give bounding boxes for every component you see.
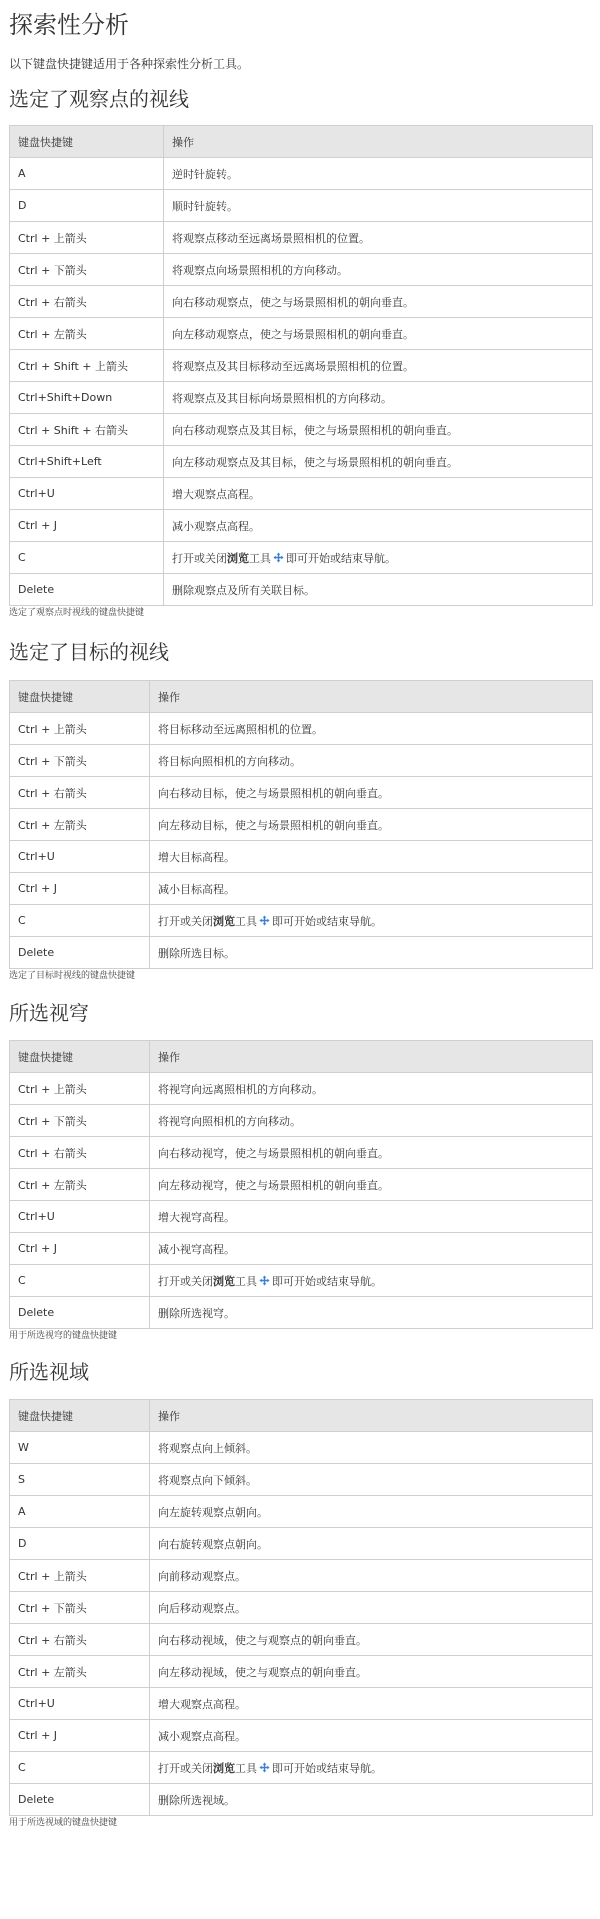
shortcut-action: 逆时针旋转。 [164,158,593,190]
shortcut-action: 减小目标高程。 [150,873,593,905]
table-row [10,574,593,606]
shortcut-key: Delete [10,937,150,969]
table-caption: 选定了目标时视线的键盘快捷键 [9,971,136,981]
shortcut-key: Ctrl+Shift+Down [10,382,164,414]
action-text: 打开或关闭 [158,914,213,928]
header-shortcut: 键盘快捷键 [10,1400,150,1432]
section-title-observer: 选定了观察点的视线 [9,87,189,111]
table-row [10,1297,593,1329]
shortcut-key: Ctrl + 下箭头 [10,254,164,286]
table-header-row [10,1400,593,1432]
shortcut-key: Ctrl + 左箭头 [10,318,164,350]
shortcut-action: 将观察点向场景照相机的方向移动。 [164,254,593,286]
table-caption: 用于所选视域的键盘快捷键 [9,1818,118,1828]
shortcut-action: 增大观察点高程。 [150,1688,593,1720]
table-row [10,1105,593,1137]
shortcut-action: 向左移动观察点及其目标，使之与场景照相机的朝向垂直。 [164,446,593,478]
table-row [10,1784,593,1816]
shortcut-key: Ctrl + 左箭头 [10,1169,150,1201]
table-header-row [10,681,593,713]
shortcut-action: 向左旋转观察点朝向。 [150,1496,593,1528]
table-row [10,1656,593,1688]
action-text: 工具 [235,1761,257,1775]
table-row [10,1496,593,1528]
table-row [10,905,593,937]
shortcut-action: 增大观察点高程。 [164,478,593,510]
explore-tool-name: 浏览 [227,551,249,565]
action-text: 打开或关闭 [158,1761,213,1775]
shortcut-key: W [10,1432,150,1464]
shortcut-action: 向左移动观察点，使之与场景照相机的朝向垂直。 [164,318,593,350]
shortcut-key: Ctrl + Shift + 右箭头 [10,414,164,446]
action-text: 即可开始或结束导航。 [272,914,382,928]
shortcut-key: A [10,158,164,190]
table-row [10,158,593,190]
action-text: 打开或关闭 [172,551,227,565]
shortcut-key: Ctrl + 下箭头 [10,1592,150,1624]
action-text: 工具 [235,1274,257,1288]
shortcut-action: 删除所选视域。 [150,1784,593,1816]
shortcut-table-observer [9,125,593,606]
shortcut-action: 向右移动视域，使之与观察点的朝向垂直。 [150,1624,593,1656]
action-text: 即可开始或结束导航。 [272,1274,382,1288]
header-shortcut: 键盘快捷键 [10,681,150,713]
shortcut-key: Ctrl + 右箭头 [10,1137,150,1169]
shortcut-action: 向右移动视穹，使之与场景照相机的朝向垂直。 [150,1137,593,1169]
shortcut-key: Ctrl + 上箭头 [10,222,164,254]
shortcut-action [150,1265,593,1297]
shortcut-key: Ctrl + 上箭头 [10,713,150,745]
shortcut-action: 将观察点向下倾斜。 [150,1464,593,1496]
shortcut-key: Ctrl + 上箭头 [10,1073,150,1105]
table-row [10,446,593,478]
shortcut-table-target [9,680,593,969]
table-caption: 用于所选视穹的键盘快捷键 [9,1331,118,1341]
action-text: 即可开始或结束导航。 [272,1761,382,1775]
shortcut-action: 向左移动视穹，使之与场景照相机的朝向垂直。 [150,1169,593,1201]
table-row [10,510,593,542]
table-row [10,1169,593,1201]
shortcut-key: Ctrl+U [10,1688,150,1720]
shortcut-action: 向前移动观察点。 [150,1560,593,1592]
shortcut-key: Ctrl + 上箭头 [10,1560,150,1592]
shortcut-key: Ctrl + 下箭头 [10,745,150,777]
shortcut-key: Ctrl + 左箭头 [10,1656,150,1688]
shortcut-key: Ctrl + 右箭头 [10,286,164,318]
table-row [10,1720,593,1752]
page-title: 探索性分析 [9,11,129,39]
shortcut-key: Ctrl + J [10,1720,150,1752]
shortcut-action: 将观察点移动至远离场景照相机的位置。 [164,222,593,254]
table-row [10,478,593,510]
table-caption: 选定了观察点时视线的键盘快捷键 [9,608,145,618]
action-text: 打开或关闭 [158,1274,213,1288]
shortcut-action [150,905,593,937]
shortcut-action: 增大视穹高程。 [150,1201,593,1233]
explore-tool-name: 浏览 [213,914,235,928]
shortcut-key: A [10,1496,150,1528]
header-shortcut: 键盘快捷键 [10,126,164,158]
shortcut-key: D [10,1528,150,1560]
header-action: 操作 [164,126,593,158]
shortcut-action: 向右移动观察点，使之与场景照相机的朝向垂直。 [164,286,593,318]
table-row [10,1137,593,1169]
shortcut-action: 减小视穹高程。 [150,1233,593,1265]
section-title-target: 选定了目标的视线 [9,640,169,664]
explore-navigate-icon [273,552,284,563]
table-row [10,745,593,777]
shortcut-action: 顺时针旋转。 [164,190,593,222]
shortcut-key: Ctrl + 右箭头 [10,1624,150,1656]
table-row [10,1592,593,1624]
table-row [10,1752,593,1784]
shortcut-action: 向右移动观察点及其目标，使之与场景照相机的朝向垂直。 [164,414,593,446]
table-row [10,1688,593,1720]
explore-navigate-icon [259,1762,270,1773]
shortcut-key: C [10,1265,150,1297]
shortcut-table-viewshed [9,1399,593,1816]
shortcut-key: Ctrl + 右箭头 [10,777,150,809]
shortcut-key: Delete [10,1297,150,1329]
table-row [10,350,593,382]
action-text: 工具 [249,551,271,565]
shortcut-key: Ctrl + J [10,873,150,905]
shortcut-action [150,1752,593,1784]
shortcut-key: Ctrl + J [10,1233,150,1265]
table-row [10,1265,593,1297]
shortcut-key: Ctrl + 下箭头 [10,1105,150,1137]
shortcut-key: Ctrl+U [10,1201,150,1233]
shortcut-action: 将观察点及其目标移动至远离场景照相机的位置。 [164,350,593,382]
table-row [10,318,593,350]
shortcut-action: 向右旋转观察点朝向。 [150,1528,593,1560]
shortcut-action: 向左移动视域，使之与观察点的朝向垂直。 [150,1656,593,1688]
shortcut-action: 减小观察点高程。 [150,1720,593,1752]
shortcut-action: 将观察点向上倾斜。 [150,1432,593,1464]
table-row [10,222,593,254]
shortcut-key: C [10,1752,150,1784]
action-text: 工具 [235,914,257,928]
shortcut-action: 将视穹向远离照相机的方向移动。 [150,1073,593,1105]
table-header-row [10,1041,593,1073]
header-action: 操作 [150,1400,593,1432]
explore-navigate-icon [259,915,270,926]
explore-navigate-icon [259,1275,270,1286]
table-row [10,542,593,574]
table-row [10,713,593,745]
table-row [10,937,593,969]
shortcut-key: Ctrl+Shift+Left [10,446,164,478]
shortcut-key: Ctrl + J [10,510,164,542]
table-row [10,809,593,841]
table-row [10,414,593,446]
section-title-dome: 所选视穹 [9,1001,89,1025]
shortcut-action: 向后移动观察点。 [150,1592,593,1624]
shortcut-key: C [10,905,150,937]
shortcut-action [164,542,593,574]
table-row [10,873,593,905]
shortcut-action: 删除所选目标。 [150,937,593,969]
shortcut-key: S [10,1464,150,1496]
shortcut-action: 增大目标高程。 [150,841,593,873]
shortcut-action: 删除所选视穹。 [150,1297,593,1329]
table-row [10,1528,593,1560]
table-row [10,1073,593,1105]
header-action: 操作 [150,681,593,713]
shortcut-table-dome [9,1040,593,1329]
table-row [10,1201,593,1233]
shortcut-key: Delete [10,574,164,606]
shortcut-key: Ctrl + 左箭头 [10,809,150,841]
explore-tool-name: 浏览 [213,1274,235,1288]
shortcut-action: 删除观察点及所有关联目标。 [164,574,593,606]
shortcut-action: 将视穹向照相机的方向移动。 [150,1105,593,1137]
table-row [10,841,593,873]
shortcut-action: 将目标向照相机的方向移动。 [150,745,593,777]
shortcut-action: 将观察点及其目标向场景照相机的方向移动。 [164,382,593,414]
table-row [10,254,593,286]
table-row [10,1560,593,1592]
shortcut-action: 将目标移动至远离照相机的位置。 [150,713,593,745]
table-row [10,777,593,809]
table-row [10,1464,593,1496]
table-header-row [10,126,593,158]
shortcut-key: D [10,190,164,222]
header-action: 操作 [150,1041,593,1073]
shortcut-action: 减小观察点高程。 [164,510,593,542]
shortcut-key: C [10,542,164,574]
shortcut-key: Ctrl+U [10,841,150,873]
table-row [10,382,593,414]
table-row [10,190,593,222]
shortcut-key: Delete [10,1784,150,1816]
table-row [10,1624,593,1656]
shortcut-action: 向右移动目标，使之与场景照相机的朝向垂直。 [150,777,593,809]
table-row [10,286,593,318]
shortcut-key: Ctrl + Shift + 上箭头 [10,350,164,382]
intro-text: 以下键盘快捷键适用于各种探索性分析工具。 [9,57,250,71]
header-shortcut: 键盘快捷键 [10,1041,150,1073]
explore-tool-name: 浏览 [213,1761,235,1775]
table-row [10,1233,593,1265]
shortcut-key: Ctrl+U [10,478,164,510]
section-title-viewshed: 所选视域 [9,1360,89,1384]
action-text: 即可开始或结束导航。 [286,551,396,565]
shortcut-action: 向左移动目标，使之与场景照相机的朝向垂直。 [150,809,593,841]
table-row [10,1432,593,1464]
